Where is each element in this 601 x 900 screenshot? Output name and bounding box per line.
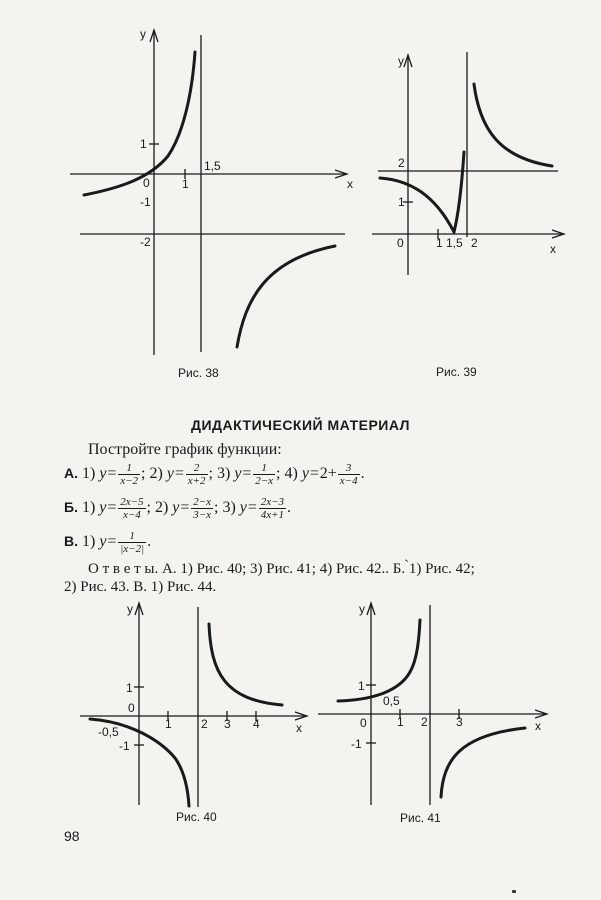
group-a-label: А. xyxy=(64,465,78,482)
group-v-item1-num: 1) xyxy=(82,533,96,551)
fig39-label-1-5: 1,5 xyxy=(446,236,463,250)
fig38-label-1x: 1 xyxy=(182,177,189,191)
fraction-numerator: 1 xyxy=(253,462,275,475)
fig38-label-0: 0 xyxy=(143,176,150,190)
group-a-item4-num: 4) xyxy=(284,465,298,483)
group-b-label: Б. xyxy=(64,499,78,516)
fig40-label-0: 0 xyxy=(128,701,135,715)
fig41-label-minus1: -1 xyxy=(351,737,362,751)
separator: . xyxy=(360,465,365,483)
group-v-label: В. xyxy=(64,533,78,550)
fig39-label-2y: 2 xyxy=(398,156,405,170)
fig41-caption: Рис. 41 xyxy=(400,811,441,825)
group-a-item4-lhs: y= xyxy=(301,465,320,483)
fraction-numerator: 2−x xyxy=(193,496,211,508)
fig38-label-x: x xyxy=(347,177,353,191)
separator: ; xyxy=(141,465,146,483)
group-v-item1-lhs: y= xyxy=(99,533,118,551)
fraction-denominator: x−4 xyxy=(122,509,141,521)
group-a-item3-num: 3) xyxy=(217,465,231,483)
group-b-item1-lhs: y= xyxy=(99,499,118,517)
fig41-branch-left xyxy=(338,620,420,701)
group-a-item1-num: 1) xyxy=(82,465,96,483)
fig41-label-x: x xyxy=(535,719,541,733)
fig39-label-1x: 1 xyxy=(436,236,443,250)
fig41-label-0: 0 xyxy=(360,716,367,730)
group-a-item2-num: 2) xyxy=(149,465,163,483)
fig39-label-y: y xyxy=(398,54,404,68)
group-b-item2-num: 2) xyxy=(154,499,169,517)
group-b-item3-num: 3) xyxy=(222,499,236,517)
fig40-label-2: 2 xyxy=(201,717,208,731)
instruction-text: Постройте график функции: xyxy=(88,441,282,458)
separator: ; xyxy=(214,499,219,517)
fig40-label-y: y xyxy=(127,602,133,616)
answers-text-1: О т в е т ы. А. 1) Рис. 40; 3) Рис. 41; 4) Рис. 42.. Б. ̀1) Рис. 42; xyxy=(88,561,475,577)
group-b-item2-lhs: y= xyxy=(172,499,191,517)
fig40-label-1x: 1 xyxy=(165,717,172,731)
fig39-label-2x: 2 xyxy=(471,236,478,250)
fig38-caption: Рис. 38 xyxy=(178,366,219,380)
fraction-numerator: 2 xyxy=(186,462,208,475)
fraction-numerator: 3 xyxy=(338,462,360,475)
fraction-numerator: 1 xyxy=(118,530,146,543)
fraction-denominator: |x−2| xyxy=(120,543,145,555)
fig39-label-1y: 1 xyxy=(398,195,405,209)
separator: . xyxy=(287,499,291,517)
fraction-numerator: 2x−3 xyxy=(260,496,284,508)
fraction-numerator: 1 xyxy=(118,462,140,475)
fig41-label-1x: 1 xyxy=(397,715,404,729)
fig41-branch-right xyxy=(441,728,525,797)
fraction-denominator: 3−x xyxy=(193,509,211,521)
group-b-item3-lhs: y= xyxy=(239,499,258,517)
group-a-item2-lhs: y= xyxy=(166,465,185,483)
fig41-label-y: y xyxy=(359,602,365,616)
separator: ; xyxy=(208,465,213,483)
fraction-denominator: 2−x xyxy=(255,475,274,487)
section-heading: ДИДАКТИЧЕСКИЙ МАТЕРИАЛ xyxy=(191,417,410,433)
fig41-label-2: 2 xyxy=(421,715,428,729)
fig39-label-x: x xyxy=(550,242,556,256)
fig40-label-x: x xyxy=(296,721,302,735)
group-a-item1-lhs: y= xyxy=(99,465,118,483)
fraction-denominator: 4x+1 xyxy=(260,509,284,521)
fig40-caption: Рис. 40 xyxy=(176,810,217,824)
fraction-numerator: 2x−5 xyxy=(120,496,144,508)
page-number: 98 xyxy=(64,828,80,844)
fig40-label-minus05: -0,5 xyxy=(98,725,119,739)
fraction-denominator: x−2 xyxy=(120,475,139,487)
separator: ; xyxy=(146,499,151,517)
fig39-caption: Рис. 39 xyxy=(436,365,477,379)
fig41-label-1y: 1 xyxy=(358,679,365,693)
separator: ; xyxy=(276,465,281,483)
fig41-label-half: 0,5 xyxy=(383,694,400,708)
group-a-item4-prefix: 2+ xyxy=(319,465,337,483)
fig39-label-0: 0 xyxy=(397,236,404,250)
fig40-label-1y: 1 xyxy=(126,681,133,695)
fig40-label-3: 3 xyxy=(224,717,231,731)
print-speck xyxy=(512,890,516,893)
fig41-label-3: 3 xyxy=(456,715,463,729)
answers-text-2: 2) Рис. 43. В. 1) Рис. 44. xyxy=(64,579,217,595)
fig38-label-y: y xyxy=(140,27,146,41)
fraction-denominator: x+2 xyxy=(187,475,206,487)
fig40-label-4: 4 xyxy=(253,717,260,731)
fig40-label-minus1: -1 xyxy=(119,739,130,753)
fig38-label-1-5: 1,5 xyxy=(204,159,221,173)
fraction-denominator: x−4 xyxy=(339,475,358,487)
separator: . xyxy=(147,533,152,551)
fig38-label-minus1: -1 xyxy=(140,195,151,209)
fig38-label-minus2: -2 xyxy=(140,235,151,249)
fig38-label-1y: 1 xyxy=(140,137,147,151)
group-a-item3-lhs: y= xyxy=(234,465,253,483)
group-b-item1-num: 1) xyxy=(81,499,96,517)
